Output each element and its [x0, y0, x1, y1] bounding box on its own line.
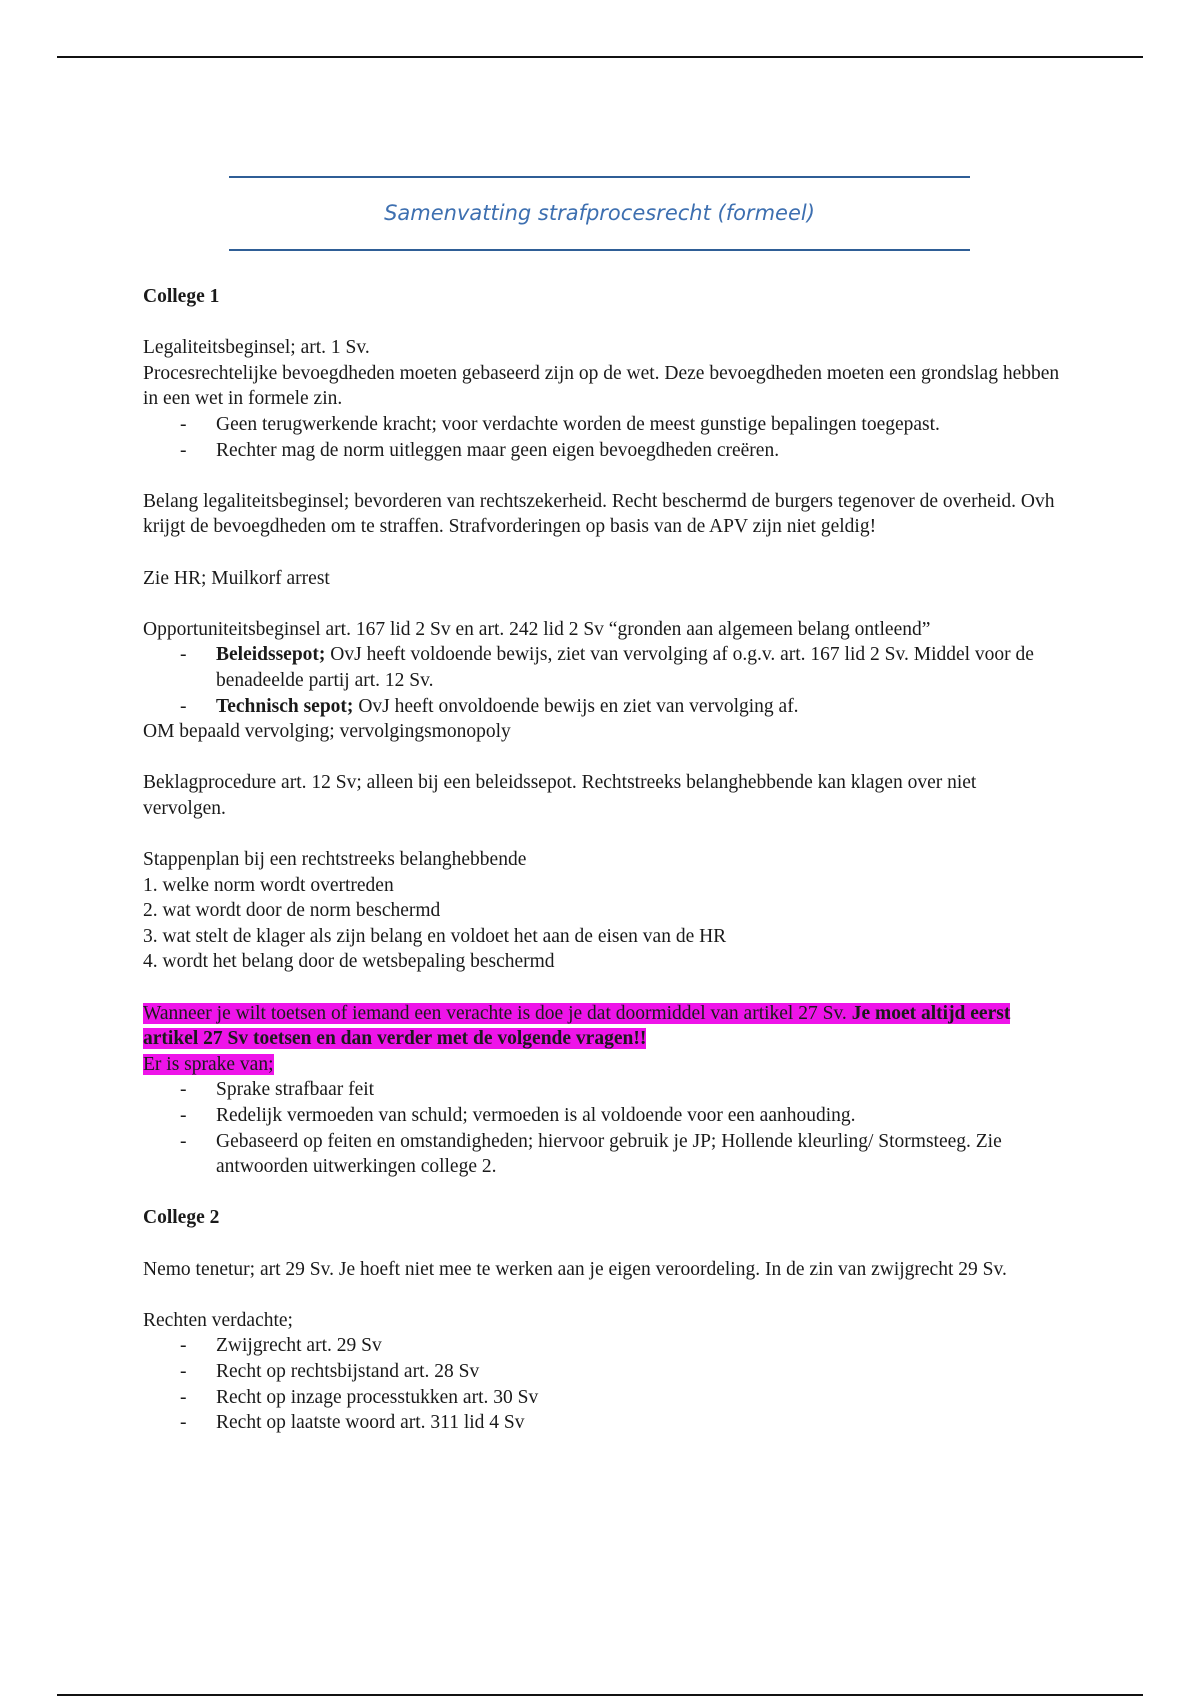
- legaliteit-list: [143, 412, 1063, 463]
- legaliteit-title: Legaliteitsbeginsel; art. 1 Sv.: [143, 337, 370, 359]
- highlighted-paragraph: [143, 1001, 1063, 1052]
- om-paragraph: OM bepaald vervolging; vervolgingsmonopoly: [143, 721, 511, 743]
- highlight-bold: Je moet altijd eerst artikel 27 Sv toetsen en dan verder met de volgende vragen!!: [143, 1002, 1011, 1050]
- list-item: - Recht op inzage processtukken art. 30 Sv: [143, 1385, 1063, 1411]
- document-title: Samenvatting strafprocesrecht (formeel): [384, 201, 815, 225]
- stap-item: 2. wat wordt door de norm beschermd: [143, 900, 441, 922]
- stap-item: 1. welke norm wordt overtreden: [143, 874, 394, 896]
- stap-item: 4. wordt het belang door de wetsbepaling beschermd: [143, 951, 555, 973]
- college-2-heading: College 2: [143, 1207, 220, 1229]
- sepot-term: Beleidssepot;: [216, 644, 326, 666]
- sprake-list: [143, 1077, 1063, 1179]
- zie-hr-paragraph: Zie HR; Muilkorf arrest: [143, 567, 330, 589]
- title-block: [229, 176, 970, 251]
- stappenplan-title: Stappenplan bij een rechtstreeks belanghebbende: [143, 849, 527, 871]
- rechten-title: Rechten verdachte;: [143, 1309, 293, 1331]
- list-item: - Rechter mag de norm uitleggen maar geen eigen bevoegdheden creëren.: [143, 438, 1063, 464]
- list-item: - Redelijk vermoeden van schuld; vermoeden is al voldoende voor een aanhouding.: [143, 1103, 1063, 1129]
- sepot-text: OvJ heeft onvoldoende bewijs en ziet van vervolging af.: [353, 695, 799, 717]
- belang-paragraph: Belang legaliteitsbeginsel; bevorderen van rechtszekerheid. Recht beschermd de burgers tegenover de overheid. Ovh krijgt de bevoegdheden om te straffen. Strafvorderingen op basis van de APV zijn niet geldig!: [143, 490, 1055, 538]
- list-item: [143, 694, 1063, 720]
- highlighted-sprake: [143, 1052, 1063, 1078]
- sepot-term: Technisch sepot;: [216, 695, 354, 717]
- college-1-heading: College 1: [143, 286, 220, 307]
- opportuniteit-title: Opportuniteitsbeginsel art. 167 lid 2 Sv en art. 242 lid 2 Sv “gronden aan algemeen belang ontleend”: [143, 618, 931, 640]
- nemo-paragraph: Nemo tenetur; art 29 Sv. Je hoeft niet mee te werken aan je eigen veroordeling. In de zin van zwijgrecht 29 Sv.: [143, 1258, 1007, 1280]
- list-item: - Geen terugwerkende kracht; voor verdachte worden de meest gunstige bepalingen toegepast.: [143, 412, 1063, 438]
- document-body: [143, 284, 1063, 1436]
- list-item: [143, 642, 1063, 693]
- page-bottom-rule: [57, 1694, 1143, 1696]
- title-bottom-rule: [229, 249, 970, 251]
- page-top-rule: [57, 56, 1143, 58]
- legaliteit-text: Procesrechtelijke bevoegdheden moeten gebaseerd zijn op de wet. Deze bevoegdheden moeten een grondslag hebben in een wet in formele zin.: [143, 362, 1060, 410]
- beklag-paragraph: Beklagprocedure art. 12 Sv; alleen bij een beleidssepot. Rechtstreeks belanghebbende kan klagen over niet vervolgen.: [143, 772, 977, 819]
- list-item: - Recht op rechtsbijstand art. 28 Sv: [143, 1359, 1063, 1385]
- list-item: - Recht op laatste woord art. 311 lid 4 Sv: [143, 1410, 1063, 1436]
- rechten-list: [143, 1333, 1063, 1435]
- sepot-list: [143, 642, 1063, 719]
- stap-item: 3. wat stelt de klager als zijn belang en voldoet het aan de eisen van de HR: [143, 925, 727, 947]
- list-item: - Sprake strafbaar feit: [143, 1077, 1063, 1103]
- highlight-sprake: Er is sprake van;: [143, 1053, 274, 1075]
- list-item: - Zwijgrecht art. 29 Sv: [143, 1333, 1063, 1359]
- highlight-plain: Wanneer je wilt toetsen of iemand een verachte is doe je dat doormiddel van artikel 27 Sv.: [143, 1002, 847, 1024]
- list-item: - Gebaseerd op feiten en omstandigheden; hiervoor gebruik je JP; Hollende kleurling/ Stormsteeg. Zie antwoorden uitwerkingen college 2.: [143, 1129, 1063, 1180]
- sepot-text: OvJ heeft voldoende bewijs, ziet van vervolging af o.g.v. art. 167 lid 2 Sv. Middel voor de benadeelde partij art. 12 Sv.: [216, 644, 1034, 691]
